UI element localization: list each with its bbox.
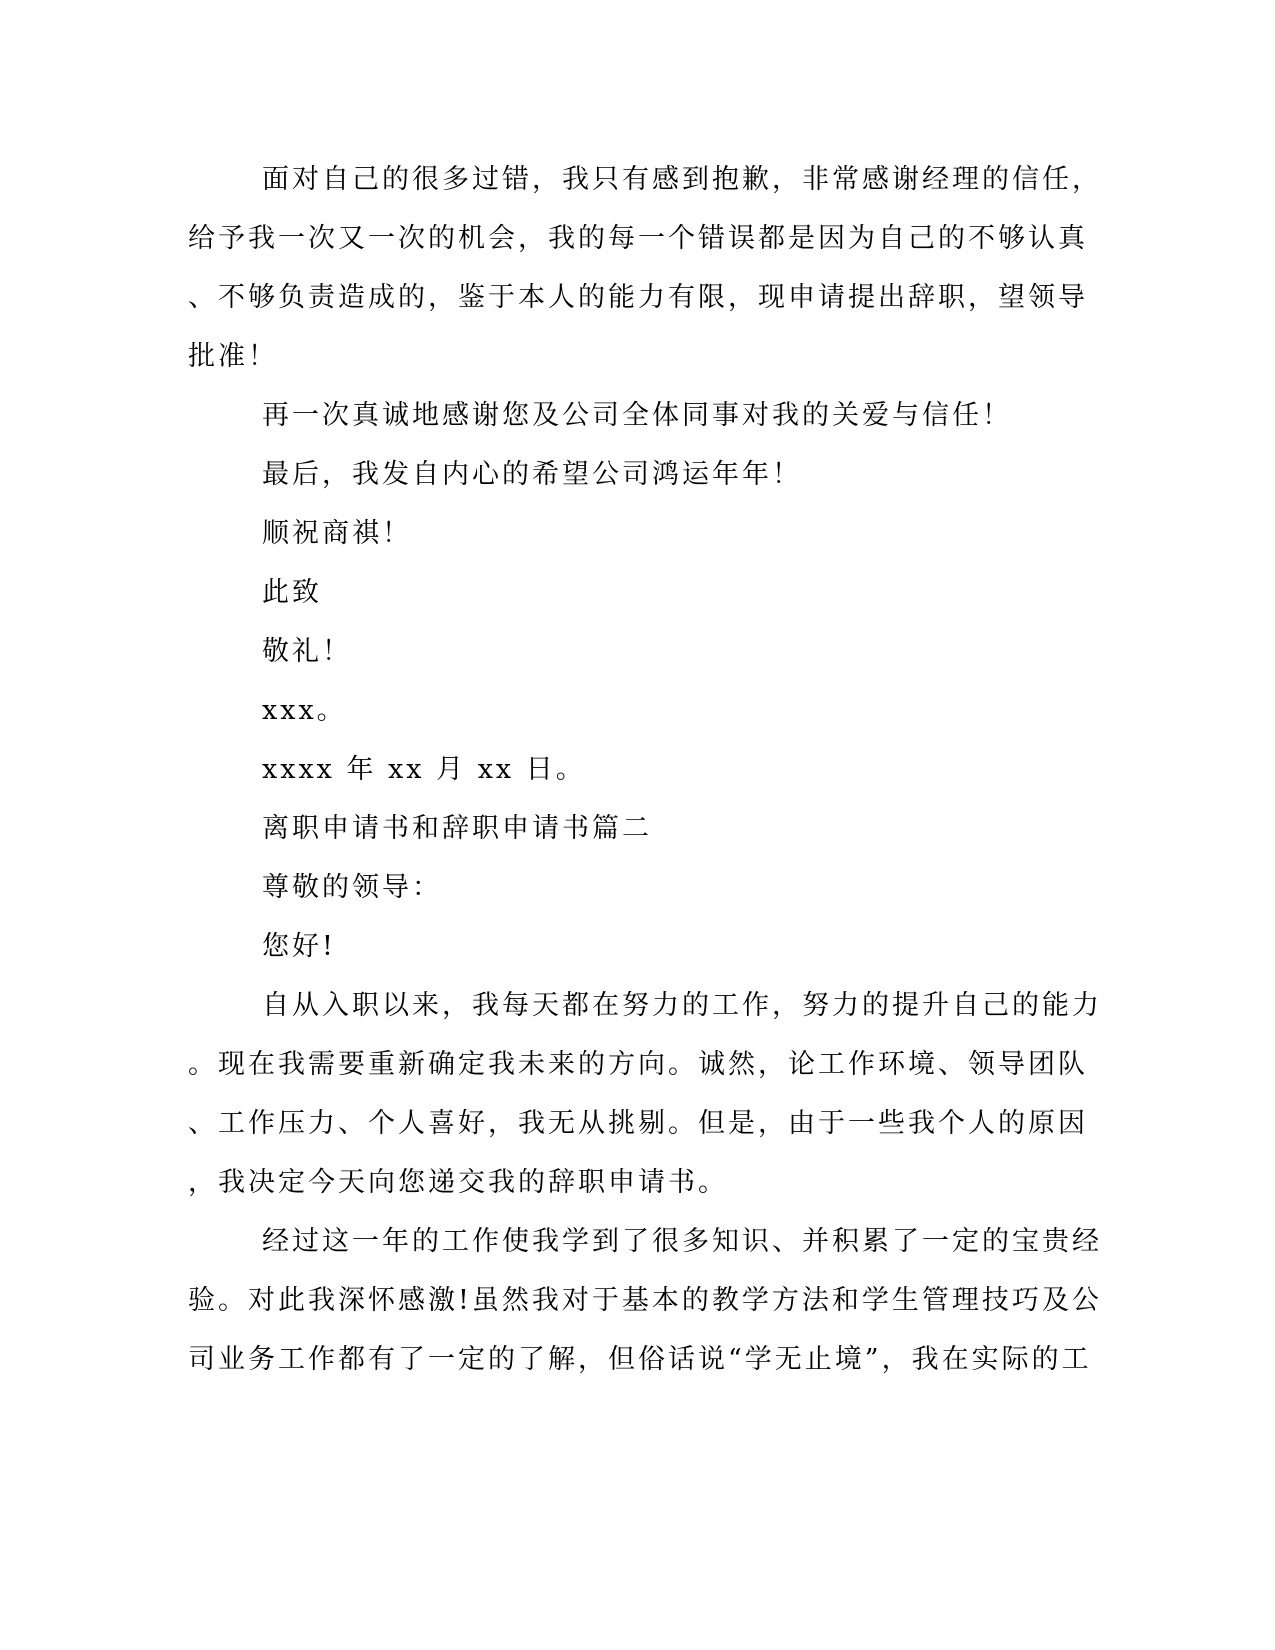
text-line: 经过这一年的工作使我学到了很多知识、并积累了一定的宝贵经 <box>262 1226 1102 1257</box>
text-line: 敬礼！ <box>262 636 352 667</box>
text-line: xxxx 年 xx 月 xx 日。 <box>262 754 586 785</box>
text-line: 再一次真诚地感谢您及公司全体同事对我的关爱与信任！ <box>262 400 1012 431</box>
text-line: xxx。 <box>262 695 347 726</box>
text-line: 此致 <box>262 577 322 608</box>
text-line: 批准！ <box>188 341 278 372</box>
salutation: 尊敬的领导： <box>262 872 442 903</box>
text-line: 验。对此我深怀感激!虽然我对于基本的教学方法和学生管理技巧及公 <box>188 1285 1102 1316</box>
text-line: 、工作压力、个人喜好，我无从挑剔。但是，由于一些我个人的原因 <box>188 1108 1088 1139</box>
text-line: 。现在我需要重新确定我未来的方向。诚然，论工作环境、领导团队 <box>188 1049 1088 1080</box>
text-line: 给予我一次又一次的机会，我的每一个错误都是因为自己的不够认真 <box>188 223 1088 254</box>
section-heading: 离职申请书和辞职申请书篇二 <box>262 813 652 844</box>
greeting: 您好! <box>262 931 336 962</box>
text-line: 、不够负责造成的，鉴于本人的能力有限，现申请提出辞职，望领导 <box>188 282 1088 313</box>
text-line: 最后，我发自内心的希望公司鸿运年年！ <box>262 459 802 490</box>
text-line: ，我决定今天向您递交我的辞职申请书。 <box>188 1167 728 1198</box>
text-line: 自从入职以来，我每天都在努力的工作，努力的提升自己的能力 <box>262 990 1102 1021</box>
text-line: 面对自己的很多过错，我只有感到抱歉，非常感谢经理的信任， <box>262 164 1102 195</box>
text-line: 顺祝商祺！ <box>262 518 412 549</box>
text-line: 司业务工作都有了一定的了解，但俗话说“学无止境”，我在实际的工 <box>188 1344 1092 1375</box>
